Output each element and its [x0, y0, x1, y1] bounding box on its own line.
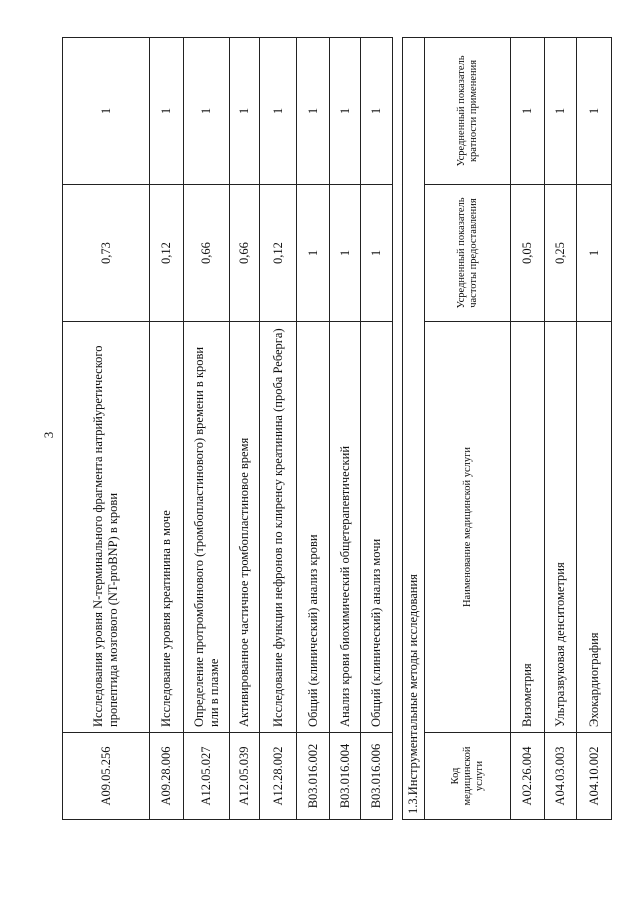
service-code: B03.016.002 — [297, 733, 330, 820]
header-row — [425, 37, 511, 819]
service-name: Эхокардиография — [577, 322, 612, 733]
multiplicity-value: 1 — [361, 38, 393, 185]
table-row — [361, 38, 393, 820]
service-name: Определение протромбинового (тромбопластинового) времени в крови или в плазме — [184, 322, 230, 733]
frequency-value: 0,12 — [260, 185, 297, 322]
table-row — [150, 38, 184, 820]
page-number: 3 — [41, 431, 56, 439]
service-code: A12.05.027 — [184, 733, 230, 820]
service-code: B03.016.006 — [361, 733, 393, 820]
service-code: A12.05.039 — [230, 733, 260, 820]
multiplicity-value: 1 — [330, 38, 361, 185]
frequency-value: 1 — [577, 185, 612, 322]
service-code: A09.28.006 — [150, 733, 184, 820]
multiplicity-value: 1 — [230, 38, 260, 185]
table-row — [297, 38, 330, 820]
table-row — [63, 38, 150, 820]
frequency-value: 1 — [361, 185, 393, 322]
service-name: Ультразвуковая денситометрия — [545, 322, 577, 733]
service-code: A12.28.002 — [260, 733, 297, 820]
multiplicity-value: 1 — [150, 38, 184, 185]
service-name: Исследования уровня N-терминального фрагмента натрийуретического пропептида мозгового (NT-proBNP) в крови — [63, 322, 150, 733]
services-table-continued — [62, 37, 393, 820]
service-code: A04.10.002 — [577, 733, 612, 820]
service-code: A09.05.256 — [63, 733, 150, 820]
table-row — [577, 37, 612, 819]
multiplicity-value: 1 — [577, 37, 612, 184]
service-name: Активированное частичное тромбопластиновое время — [230, 322, 260, 733]
table-row — [545, 37, 577, 819]
service-name: Общий (клинический) анализ крови — [297, 322, 330, 733]
service-code: A04.03.003 — [545, 733, 577, 820]
multiplicity-value: 1 — [260, 38, 297, 185]
table-row — [230, 38, 260, 820]
frequency-value: 0,12 — [150, 185, 184, 322]
frequency-value: 0,25 — [545, 185, 577, 322]
frequency-value: 0,73 — [63, 185, 150, 322]
frequency-value: 0,66 — [184, 185, 230, 322]
rotated-page-content — [62, 38, 636, 820]
frequency-value: 0,05 — [511, 185, 545, 322]
service-code: B03.016.004 — [330, 733, 361, 820]
service-name: Анализ крови биохимический общетерапевтический — [330, 322, 361, 733]
section-title: 1.3.Инструментальные методы исследования — [403, 37, 425, 819]
service-name: Визометрия — [511, 322, 545, 733]
instrumental-methods-table — [402, 37, 612, 820]
multiplicity-value: 1 — [511, 37, 545, 184]
header-multiplicity: Усредненный показатель кратности применения — [425, 37, 511, 184]
multiplicity-value: 1 — [297, 38, 330, 185]
frequency-value: 0,66 — [230, 185, 260, 322]
table-row — [330, 38, 361, 820]
service-name: Исследование функции нефронов по клиренсу креатинина (проба Реберга) — [260, 322, 297, 733]
table-row — [184, 38, 230, 820]
table-row — [260, 38, 297, 820]
service-name: Исследование уровня креатинина в моче — [150, 322, 184, 733]
table-row — [511, 37, 545, 819]
header-code: Код медицинской услуги — [425, 733, 511, 820]
multiplicity-value: 1 — [184, 38, 230, 185]
header-frequency: Усредненный показатель частоты предоставления — [425, 185, 511, 322]
service-code: A02.26.004 — [511, 733, 545, 820]
multiplicity-value: 1 — [63, 38, 150, 185]
multiplicity-value: 1 — [545, 37, 577, 184]
section-row — [403, 37, 425, 819]
frequency-value: 1 — [330, 185, 361, 322]
header-name: Наименование медицинской услуги — [425, 322, 511, 733]
service-name: Общий (клинический) анализ мочи — [361, 322, 393, 733]
frequency-value: 1 — [297, 185, 330, 322]
